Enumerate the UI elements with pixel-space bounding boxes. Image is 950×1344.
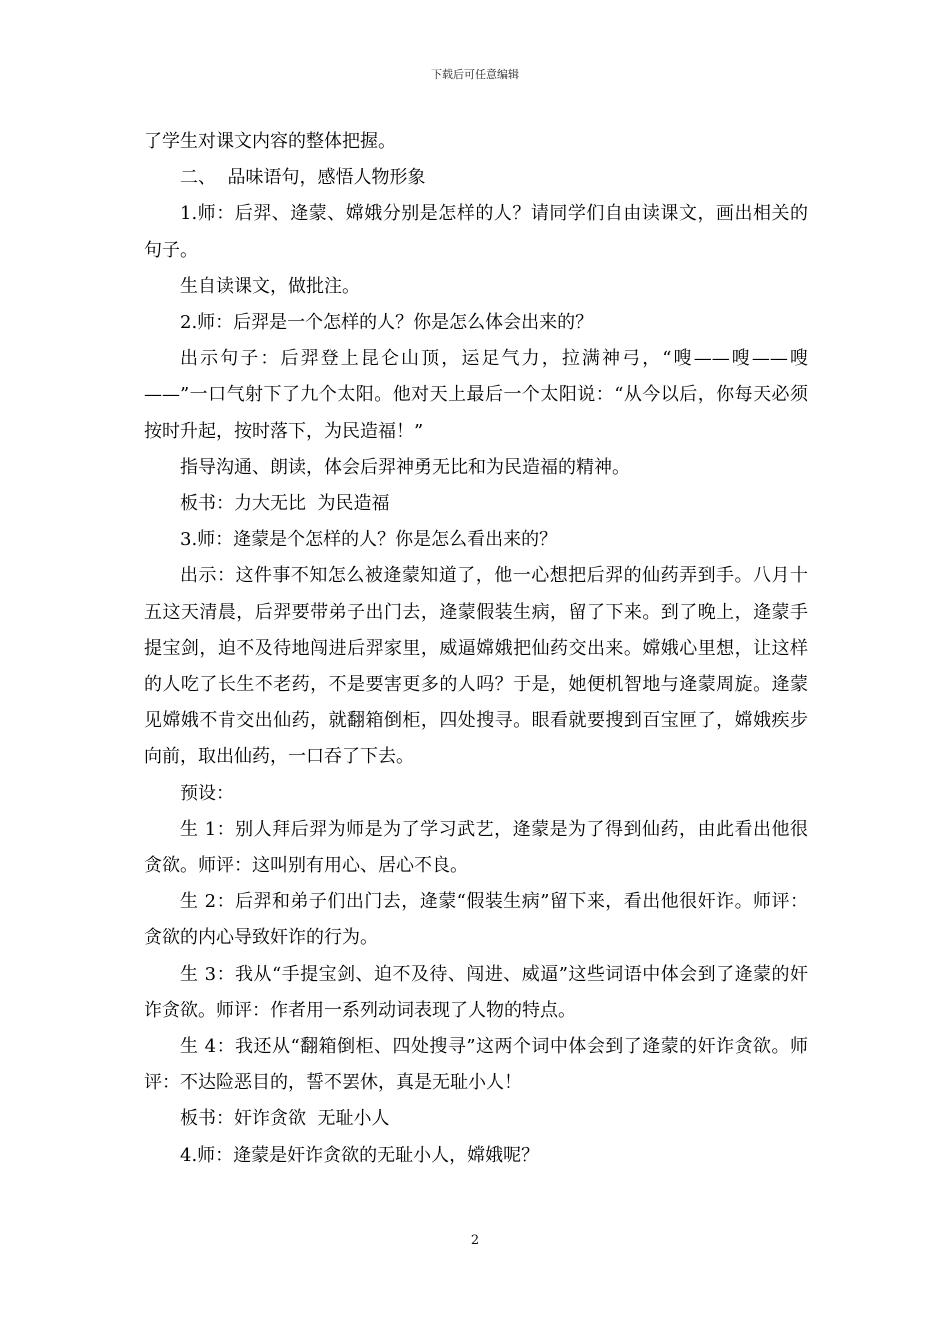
paragraph: 生自读课文，做批注。 bbox=[180, 275, 360, 297]
document-body bbox=[144, 124, 808, 1174]
page-number: 2 bbox=[470, 1233, 480, 1248]
paragraph: 3.师：逄蒙是个怎样的人？你是怎么看出来的？ bbox=[180, 529, 558, 551]
board-note: 板书：奸诈贪欲 无耻小人 bbox=[180, 1108, 390, 1130]
paragraph-quote: 出示：这件事不知怎么被逄蒙知道了，他一心想把后羿的仙药弄到手。八月十五这天清晨，后羿要带弟子出门去，逄蒙假装生病，留了下来。到了晚上，逄蒙手提宝剑，迫不及待地闯进后羿家里，威逼嫦娥把仙药交出来。嫦娥心里想，让这样的人吃了长生不老药，不是要害更多的人吗？于是，她便机智地与逄蒙周旋。逄蒙见嫦娥不肯交出仙药，就翻箱倒柜，四处搜寻。眼看就要搜到百宝匣了，嫦娥疾步向前，取出仙药，一口吞了下去。 bbox=[144, 565, 808, 768]
section-heading: 二、 品味语句，感悟人物形象 bbox=[180, 167, 426, 189]
paragraph-continuation: 了学生对课文内容的整体把握。 bbox=[144, 131, 396, 152]
paragraph: 4.师：逄蒙是奸诈贪欲的无耻小人，嫦娥呢？ bbox=[180, 1144, 540, 1166]
student-answer: 生 1：别人拜后羿为师是为了学习武艺，逄蒙是为了得到仙药，由此看出他很贪欲。师评：这叫别有用心、居心不良。 bbox=[144, 818, 808, 877]
student-answer: 生 2：后羿和弟子们出门去，逄蒙“假装生病”留下来，看出他很奸诈。师评：贪欲的内心导致奸诈的行为。 bbox=[144, 891, 808, 949]
student-answer: 生 3：我从“手提宝剑、迫不及待、闯进、威逼”这些词语中体会到了逄蒙的奸诈贪欲。师评：作者用一系列动词表现了人物的特点。 bbox=[144, 963, 808, 1021]
paragraph-quote: 出示句子：后羿登上昆仑山顶，运足气力，拉满神弓，“嗖——嗖——嗖——”一口气射下了九个太阳。他对天上最后一个太阳说：“从今以后，你每天必须按时升起，按时落下，为民造福！” bbox=[144, 348, 808, 442]
paragraph: 预设： bbox=[180, 782, 234, 804]
board-note: 板书：力大无比 为民造福 bbox=[180, 493, 390, 515]
paragraph: 2.师：后羿是一个怎样的人？你是怎么体会出来的？ bbox=[180, 312, 594, 334]
paragraph: 指导沟通、朗读，体会后羿神勇无比和为民造福的精神。 bbox=[180, 456, 630, 478]
page-header: 下载后可任意编辑 bbox=[431, 68, 519, 81]
student-answer: 生 4：我还从“翻箱倒柜、四处搜寻”这两个词中体会到了逄蒙的奸诈贪欲。师评：不达险恶目的，誓不罢休，真是无耻小人！ bbox=[144, 1036, 808, 1094]
paragraph: 1.师：后羿、逄蒙、嫦娥分别是怎样的人？请同学们自由读课文，画出相关的句子。 bbox=[144, 203, 808, 261]
